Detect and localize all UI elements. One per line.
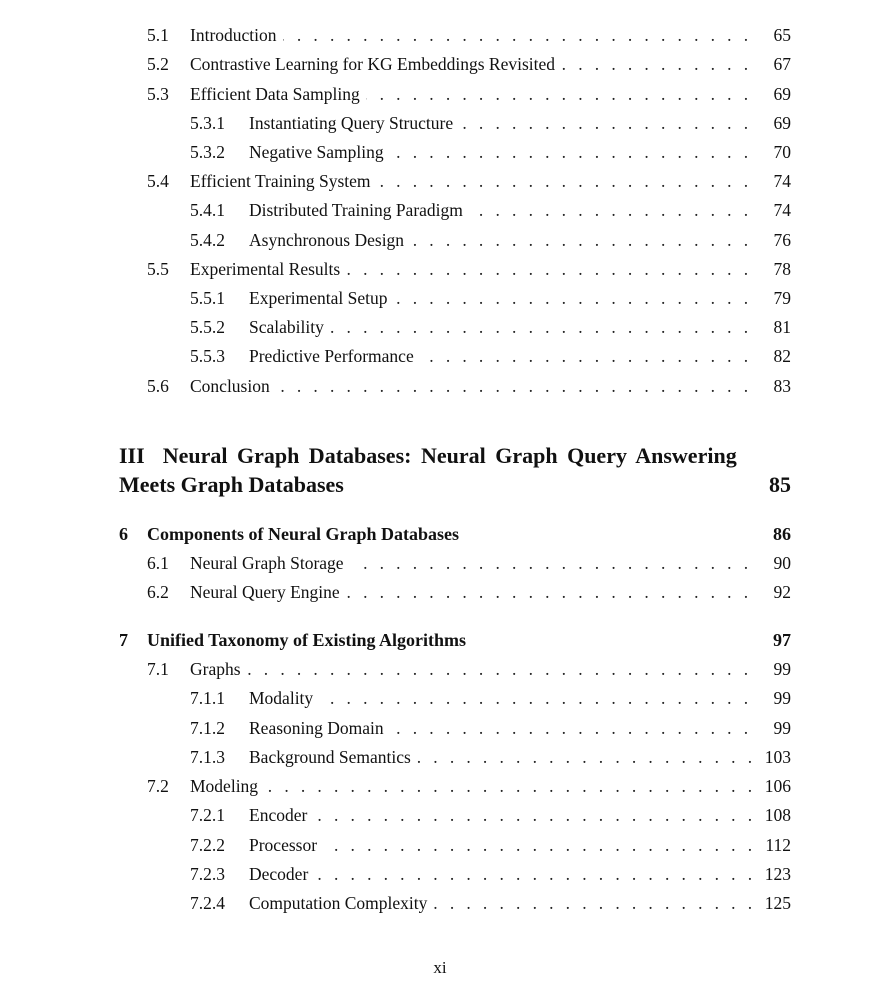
page-number: 106: [764, 776, 791, 796]
toc-entry[interactable]: [0, 551, 880, 575]
page-number: 65: [773, 25, 791, 45]
subsection-number: 7.2.4: [190, 893, 225, 913]
dot-leader: [346, 580, 752, 604]
dot-leader: [366, 82, 752, 106]
subsection-number: 7.2.3: [190, 864, 225, 884]
toc-entry[interactable]: [0, 891, 880, 915]
subsection-number: 5.4.2: [190, 230, 225, 250]
page-number: 67: [773, 54, 791, 74]
toc-entry[interactable]: [0, 169, 880, 193]
toc-entry[interactable]: [0, 315, 880, 339]
section-title: Neural Graph Storage: [190, 553, 344, 573]
dot-leader: [390, 716, 752, 740]
page-number: 78: [773, 259, 791, 279]
page-number: 86: [773, 524, 791, 544]
toc-entry[interactable]: [0, 23, 880, 47]
subsection-number: 5.3.2: [190, 142, 225, 162]
subsection-title: Experimental Setup: [249, 288, 388, 308]
page-number: 103: [764, 747, 791, 767]
subsection-title: Computation Complexity: [249, 893, 428, 913]
section-number: 5.6: [147, 376, 169, 396]
dot-leader: [433, 891, 756, 915]
subsection-number: 7.1.2: [190, 718, 225, 738]
dot-leader: [410, 228, 752, 252]
dot-leader: [323, 833, 756, 857]
subsection-title: Instantiating Query Structure: [249, 113, 454, 133]
section-title: Modeling: [190, 776, 259, 796]
page-number: 76: [773, 230, 791, 250]
page-number: 92: [773, 582, 791, 602]
toc-part-entry[interactable]: [119, 441, 791, 499]
toc-entry[interactable]: [0, 686, 880, 710]
dot-leader: [276, 374, 752, 398]
section-number: 6.1: [147, 553, 169, 573]
section-number: 7.1: [147, 659, 169, 679]
dot-leader: [350, 551, 752, 575]
subsection-number: 5.5.2: [190, 317, 225, 337]
subsection-number: 5.3.1: [190, 113, 225, 133]
subsection-number: 5.5.1: [190, 288, 225, 308]
dot-leader: [319, 686, 752, 710]
subsection-title: Scalability: [249, 317, 324, 337]
dot-leader: [417, 745, 756, 769]
dot-leader: [420, 344, 752, 368]
page-number: 99: [773, 688, 791, 708]
section-number: 6.2: [147, 582, 169, 602]
dot-leader: [346, 257, 752, 281]
page-number: 82: [773, 346, 791, 366]
subsection-number: 7.2.1: [190, 805, 225, 825]
page-number: 69: [773, 84, 791, 104]
part-title-line1: Neural Graph Databases: Neural Graph Query Answering: [162, 443, 737, 468]
toc-entry[interactable]: [0, 140, 880, 164]
subsection-number: 7.1.3: [190, 747, 225, 767]
toc-entry[interactable]: [0, 833, 880, 857]
dot-leader: [469, 198, 752, 222]
section-title: Contrastive Learning for KG Embeddings Revisited: [190, 54, 555, 74]
toc-entry[interactable]: [0, 52, 880, 76]
chapter-number: 6: [119, 524, 128, 544]
section-title: Introduction: [190, 25, 277, 45]
dot-leader: [283, 23, 752, 47]
footer-page-number: xi: [433, 958, 447, 977]
page-number: 125: [764, 893, 791, 913]
section-number: 5.5: [147, 259, 169, 279]
section-number: 7.2: [147, 776, 169, 796]
toc-entry[interactable]: [0, 774, 880, 798]
dot-leader: [247, 657, 752, 681]
subsection-title: Asynchronous Design: [249, 230, 405, 250]
dot-leader: [313, 803, 756, 827]
toc-entry[interactable]: [0, 716, 880, 740]
subsection-title: Modality: [249, 688, 314, 708]
toc-entry[interactable]: [0, 82, 880, 106]
subsection-number: 7.1.1: [190, 688, 225, 708]
part-page-number: 85: [769, 472, 791, 497]
dot-leader: [459, 111, 752, 135]
page-number: 81: [773, 317, 791, 337]
toc-entry[interactable]: [0, 862, 880, 886]
dot-leader: [394, 286, 752, 310]
subsection-title: Distributed Training Paradigm: [249, 200, 463, 220]
dot-leader: [314, 862, 756, 886]
chapter-title: Components of Neural Graph Databases: [147, 524, 460, 544]
toc-entry[interactable]: [0, 228, 880, 252]
page-number: 99: [773, 718, 791, 738]
subsection-title: Predictive Performance: [249, 346, 414, 366]
subsection-title: Decoder: [249, 864, 309, 884]
page-number: 79: [773, 288, 791, 308]
part-number: III: [119, 443, 145, 468]
subsection-title: Reasoning Domain: [249, 718, 384, 738]
dot-leader: [377, 169, 752, 193]
part-title-line2: Meets Graph Databases: [119, 472, 344, 497]
page-number: 112: [765, 835, 791, 855]
toc-entry[interactable]: [0, 286, 880, 310]
page-number: 69: [773, 113, 791, 133]
page-number: 83: [773, 376, 791, 396]
section-title: Graphs: [190, 659, 241, 679]
dot-leader: [390, 140, 752, 164]
section-number: 5.1: [147, 25, 169, 45]
toc-chapter-entry[interactable]: [0, 628, 880, 652]
section-title: Experimental Results: [190, 259, 341, 279]
page-number: 108: [764, 805, 791, 825]
section-title: Efficient Training System: [190, 171, 371, 191]
toc-entry[interactable]: [0, 344, 880, 368]
subsection-number: 5.5.3: [190, 346, 225, 366]
subsection-number: 7.2.2: [190, 835, 225, 855]
dot-leader: [330, 315, 752, 339]
subsection-title: Negative Sampling: [249, 142, 384, 162]
toc-entry[interactable]: [0, 257, 880, 281]
toc-entry[interactable]: [0, 580, 880, 604]
page-number: 70: [773, 142, 791, 162]
page-number: 74: [773, 171, 791, 191]
chapter-number: 7: [119, 630, 128, 650]
section-number: 5.4: [147, 171, 169, 191]
section-number: 5.3: [147, 84, 169, 104]
toc-entry[interactable]: [0, 111, 880, 135]
page-number: 74: [773, 200, 791, 220]
toc-entry[interactable]: [0, 803, 880, 827]
dot-leader: [561, 52, 752, 76]
section-title: Efficient Data Sampling: [190, 84, 360, 104]
page-number: 99: [773, 659, 791, 679]
section-number: 5.2: [147, 54, 169, 74]
toc-entry[interactable]: [0, 198, 880, 222]
section-title: Conclusion: [190, 376, 270, 396]
toc-entry[interactable]: [0, 657, 880, 681]
toc-chapter-entry[interactable]: [0, 522, 880, 546]
page-number: 90: [773, 553, 791, 573]
subsection-title: Processor: [249, 835, 318, 855]
dot-leader: [264, 774, 756, 798]
page-number: 123: [764, 864, 791, 884]
toc-entry[interactable]: [0, 374, 880, 398]
subsection-title: Encoder: [249, 805, 308, 825]
section-title: Neural Query Engine: [190, 582, 340, 602]
subsection-title: Background Semantics: [249, 747, 411, 767]
toc-entry[interactable]: [0, 745, 880, 769]
chapter-title: Unified Taxonomy of Existing Algorithms: [147, 630, 467, 650]
page-number: 97: [773, 630, 791, 650]
subsection-number: 5.4.1: [190, 200, 225, 220]
